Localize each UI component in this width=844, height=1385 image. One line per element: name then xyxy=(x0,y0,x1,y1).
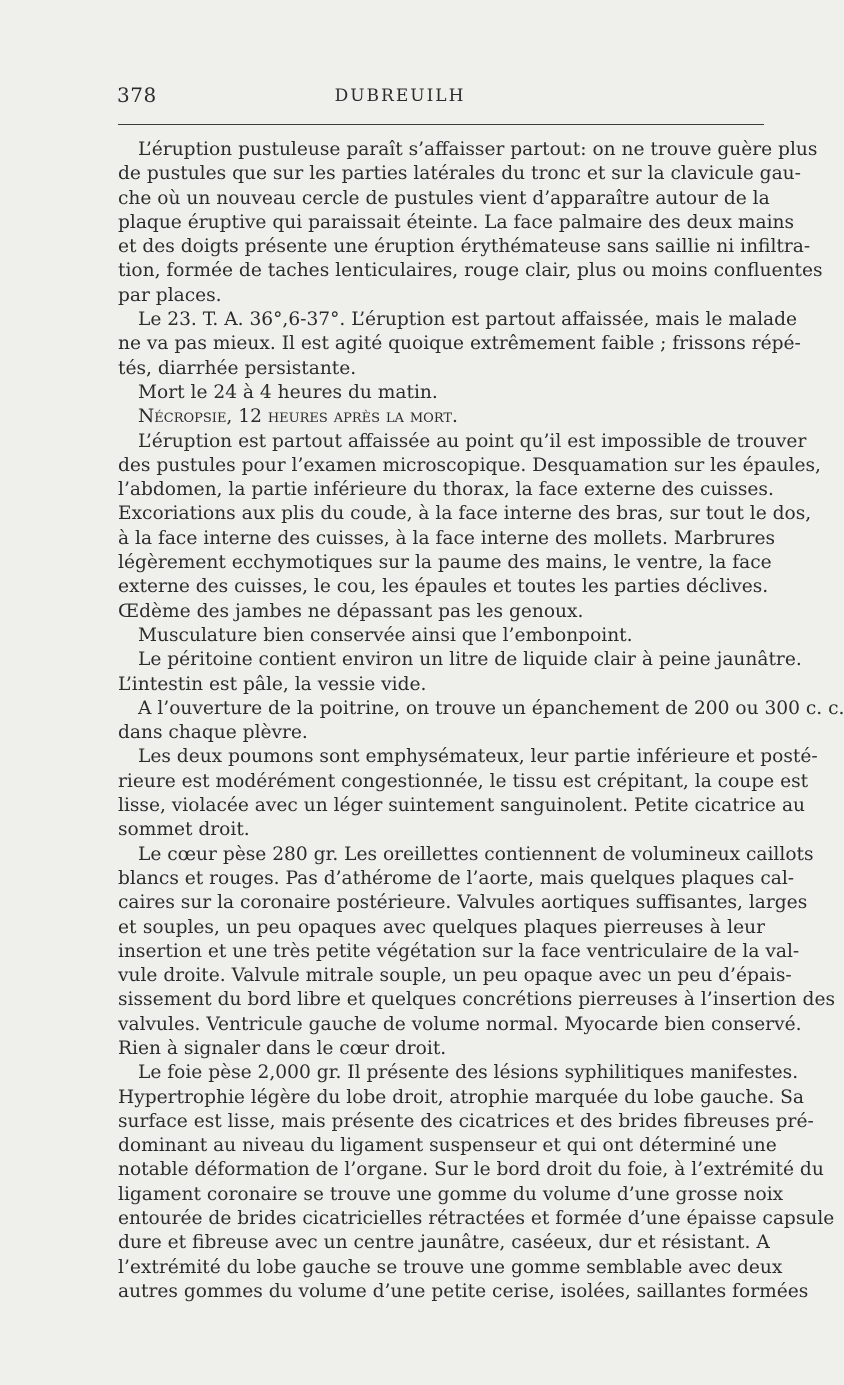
text-line: dans chaque plèvre. xyxy=(118,722,308,744)
text-line: externe des cuisses, le cou, les épaules et toutes les parties déclives. xyxy=(118,576,769,598)
text-line: l’extrémité du lobe gauche se trouve une gomme semblable avec deux xyxy=(118,1256,783,1278)
text-line: Hypertrophie légère du lobe droit, atrophie marquée du lobe gauche. Sa xyxy=(118,1086,804,1108)
text-line: par places. xyxy=(118,284,222,306)
text-line: de pustules que sur les parties latérales du tronc et sur la clavicule gau- xyxy=(118,163,801,185)
text-line: ne va pas mieux. Il est agité quoique extrêmement faible ; frissons répé- xyxy=(118,333,801,355)
text-line: L’éruption est partout affaissée au point qu’il est impossible de trouver xyxy=(138,430,807,452)
text-line: et souples, un peu opaques avec quelques plaques pierreuses à leur xyxy=(118,916,765,938)
text-line: L’éruption pustuleuse paraît s’affaisser partout: on ne trouve guère plus xyxy=(138,139,818,160)
text-line: Rien à signaler dans le cœur droit. xyxy=(118,1037,447,1059)
text-line: A l’ouverture de la poitrine, on trouve un épanchement de 200 ou 300 c. c. xyxy=(138,697,844,719)
text-line: che où un nouveau cercle de pustules vient d’apparaître autour de la xyxy=(118,187,770,209)
text-line: lisse, violacée avec un léger suintement sanguinolent. Petite cicatrice au xyxy=(118,795,806,817)
text-line: Musculature bien conservée ainsi que l’embonpoint. xyxy=(138,624,633,646)
text-line: caires sur la coronaire postérieure. Valvules aortiques suffisantes, larges xyxy=(118,892,808,914)
text-line: sissement du bord libre et quelques concrétions pierreuses à l’insertion des xyxy=(118,989,835,1011)
text-line: ligament coronaire se trouve une gomme du volume d’une grosse noix xyxy=(118,1183,784,1205)
text-line: et des doigts présente une éruption érythémateuse sans saillie ni infiltra- xyxy=(118,236,811,258)
text-line: Le péritoine contient environ un litre de liquide clair à peine jaunâtre. xyxy=(138,649,802,671)
body-text xyxy=(118,138,844,1304)
text-line: L’intestin est pâle, la vessie vide. xyxy=(118,673,427,695)
running-head: DUBREUILH xyxy=(334,86,466,106)
text-line: vule droite. Valvule mitrale souple, un peu opaque avec un peu d’épais- xyxy=(118,965,792,987)
text-line: Excoriations aux plis du coude, à la face interne des bras, sur tout le dos, xyxy=(118,503,812,525)
text-line: Les deux poumons sont emphysémateux, leur partie inférieure et posté- xyxy=(138,746,818,768)
text-line: blancs et rouges. Pas d’athérome de l’aorte, mais quelques plaques cal- xyxy=(118,867,795,889)
text-line: sommet droit. xyxy=(118,819,250,841)
text-line: insertion et une très petite végétation sur la face ventriculaire de la val- xyxy=(118,940,800,962)
text-line: plaque éruptive qui paraissait éteinte. La face palmaire des deux mains xyxy=(118,211,795,233)
text-line: tion, formée de taches lenticulaires, rouge clair, plus ou moins confluentes xyxy=(118,260,823,282)
text-line: Le 23. T. A. 36°,6-37°. L’éruption est partout affaissée, mais le malade xyxy=(138,309,798,331)
text-line: autres gommes du volume d’une petite cerise, isolées, saillantes formées xyxy=(118,1280,809,1302)
text-line: Œdème des jambes ne dépassant pas les genoux. xyxy=(118,600,584,622)
text-line: surface est lisse, mais présente des cicatrices et des brides fibreuses pré- xyxy=(118,1110,814,1132)
text-line: Le cœur pèse 280 gr. Les oreillettes contiennent de volumineux caillots xyxy=(138,843,814,865)
text-line: tés, diarrhée persistante. xyxy=(118,357,357,379)
text-line: entourée de brides cicatricielles rétractées et formée d’une épaisse capsule xyxy=(118,1208,835,1230)
text-line: Mort le 24 à 4 heures du matin. xyxy=(138,381,438,403)
necropsie-heading: Nécropsie, 12 heures après la mort. xyxy=(138,406,458,428)
text-line: des pustules pour l’examen microscopique. Desquamation sur les épaules, xyxy=(118,454,821,476)
text-line: rieure est modérément congestionnée, le tissu est crépitant, la coupe est xyxy=(118,770,809,792)
text-line: légèrement ecchymotiques sur la paume des mains, le ventre, la face xyxy=(118,552,772,574)
text-line: valvules. Ventricule gauche de volume normal. Myocarde bien conservé. xyxy=(118,1013,802,1035)
text-line: dominant au niveau du ligament suspenseur et qui ont déterminé une xyxy=(118,1135,777,1157)
text-line: l’abdomen, la partie inférieure du thorax, la face externe des cuisses. xyxy=(118,479,774,501)
header-rule xyxy=(118,124,764,125)
page-number: 378 xyxy=(117,83,157,107)
text-line: Le foie pèse 2,000 gr. Il présente des lésions syphilitiques manifestes. xyxy=(138,1062,799,1084)
text-line: notable déformation de l’organe. Sur le bord droit du foie, à l’extrémité du xyxy=(118,1159,824,1181)
text-line: dure et fibreuse avec un centre jaunâtre, caséeux, dur et résistant. A xyxy=(118,1232,770,1254)
text-line: à la face interne des cuisses, à la face interne des mollets. Marbrures xyxy=(118,527,776,549)
